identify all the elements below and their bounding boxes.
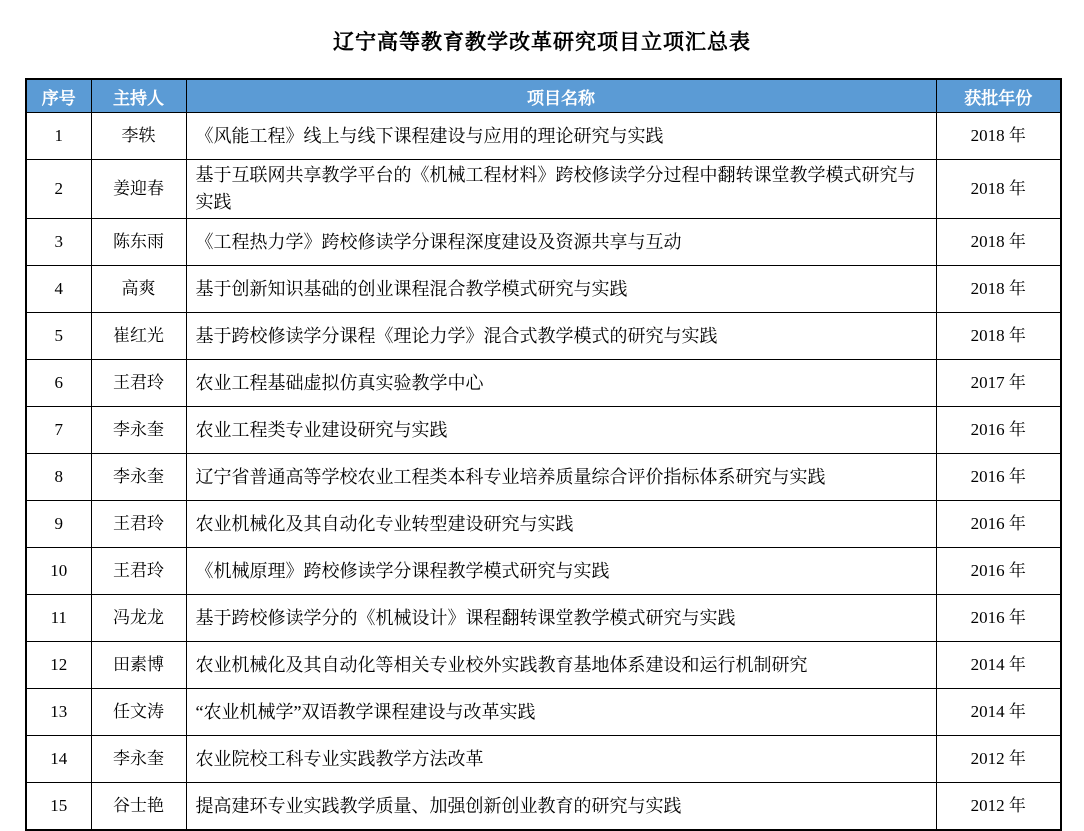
- page-title: 辽宁高等教育教学改革研究项目立项汇总表: [333, 31, 751, 54]
- table-row: [26, 783, 1061, 831]
- year-cell: 2012 年: [936, 783, 1061, 831]
- table-row: [26, 595, 1061, 642]
- leader-cell: 王君玲: [91, 501, 186, 548]
- year-cell: 2014 年: [936, 689, 1061, 736]
- year-cell: 2014 年: [936, 642, 1061, 689]
- serial-cell: 3: [26, 219, 91, 266]
- year-cell: 2018 年: [936, 113, 1061, 160]
- col-header-leader: 主持人: [91, 79, 186, 113]
- table-row: [26, 113, 1061, 160]
- year-cell: 2018 年: [936, 160, 1061, 219]
- table-row: [26, 501, 1061, 548]
- project-cell: 《机械原理》跨校修读学分课程教学模式研究与实践: [186, 548, 936, 595]
- table-row: [26, 160, 1061, 219]
- project-cell: 《风能工程》线上与线下课程建设与应用的理论研究与实践: [186, 113, 936, 160]
- table-row: [26, 454, 1061, 501]
- table-row: [26, 219, 1061, 266]
- leader-cell: 任文涛: [91, 689, 186, 736]
- serial-cell: 14: [26, 736, 91, 783]
- year-cell: 2018 年: [936, 313, 1061, 360]
- year-cell: 2016 年: [936, 548, 1061, 595]
- leader-cell: 谷士艳: [91, 783, 186, 831]
- serial-cell: 5: [26, 313, 91, 360]
- serial-cell: 8: [26, 454, 91, 501]
- serial-cell: 12: [26, 642, 91, 689]
- table-header-row: [26, 79, 1061, 113]
- serial-cell: 4: [26, 266, 91, 313]
- table-row: [26, 407, 1061, 454]
- col-header-project: 项目名称: [186, 79, 936, 113]
- project-cell: 辽宁省普通高等学校农业工程类本科专业培养质量综合评价指标体系研究与实践: [186, 454, 936, 501]
- table-row: [26, 360, 1061, 407]
- project-cell: 基于跨校修读学分的《机械设计》课程翻转课堂教学模式研究与实践: [186, 595, 936, 642]
- year-cell: 2016 年: [936, 454, 1061, 501]
- leader-cell: 王君玲: [91, 360, 186, 407]
- year-cell: 2016 年: [936, 501, 1061, 548]
- serial-cell: 13: [26, 689, 91, 736]
- table-row: [26, 313, 1061, 360]
- project-cell: 农业工程基础虚拟仿真实验教学中心: [186, 360, 936, 407]
- year-cell: 2018 年: [936, 266, 1061, 313]
- serial-cell: 9: [26, 501, 91, 548]
- project-cell: 提高建环专业实践教学质量、加强创新创业教育的研究与实践: [186, 783, 936, 831]
- serial-cell: 2: [26, 160, 91, 219]
- leader-cell: 李永奎: [91, 407, 186, 454]
- year-cell: 2017 年: [936, 360, 1061, 407]
- project-cell: 基于创新知识基础的创业课程混合教学模式研究与实践: [186, 266, 936, 313]
- project-cell: 基于互联网共享教学平台的《机械工程材料》跨校修读学分过程中翻转课堂教学模式研究与实践: [186, 160, 936, 219]
- project-cell: 农业工程类专业建设研究与实践: [186, 407, 936, 454]
- col-header-year: 获批年份: [936, 79, 1061, 113]
- project-cell: “农业机械学”双语教学课程建设与改革实践: [186, 689, 936, 736]
- project-cell: 《工程热力学》跨校修读学分课程深度建设及资源共享与互动: [186, 219, 936, 266]
- year-cell: 2016 年: [936, 407, 1061, 454]
- project-cell: 农业机械化及其自动化等相关专业校外实践教育基地体系建设和运行机制研究: [186, 642, 936, 689]
- projects-table: [25, 78, 1062, 831]
- leader-cell: 高爽: [91, 266, 186, 313]
- col-header-serial: 序号: [26, 79, 91, 113]
- leader-cell: 陈东雨: [91, 219, 186, 266]
- year-cell: 2016 年: [936, 595, 1061, 642]
- serial-cell: 7: [26, 407, 91, 454]
- table-row: [26, 736, 1061, 783]
- serial-cell: 15: [26, 783, 91, 831]
- table-row: [26, 548, 1061, 595]
- leader-cell: 李永奎: [91, 454, 186, 501]
- leader-cell: 冯龙龙: [91, 595, 186, 642]
- leader-cell: 李永奎: [91, 736, 186, 783]
- project-cell: 农业院校工科专业实践教学方法改革: [186, 736, 936, 783]
- serial-cell: 1: [26, 113, 91, 160]
- year-cell: 2018 年: [936, 219, 1061, 266]
- serial-cell: 11: [26, 595, 91, 642]
- leader-cell: 王君玲: [91, 548, 186, 595]
- table-row: [26, 689, 1061, 736]
- leader-cell: 田素博: [91, 642, 186, 689]
- table-row: [26, 266, 1061, 313]
- table-row: [26, 642, 1061, 689]
- leader-cell: 姜迎春: [91, 160, 186, 219]
- leader-cell: 李轶: [91, 113, 186, 160]
- serial-cell: 10: [26, 548, 91, 595]
- year-cell: 2012 年: [936, 736, 1061, 783]
- project-cell: 基于跨校修读学分课程《理论力学》混合式教学模式的研究与实践: [186, 313, 936, 360]
- leader-cell: 崔红光: [91, 313, 186, 360]
- serial-cell: 6: [26, 360, 91, 407]
- project-cell: 农业机械化及其自动化专业转型建设研究与实践: [186, 501, 936, 548]
